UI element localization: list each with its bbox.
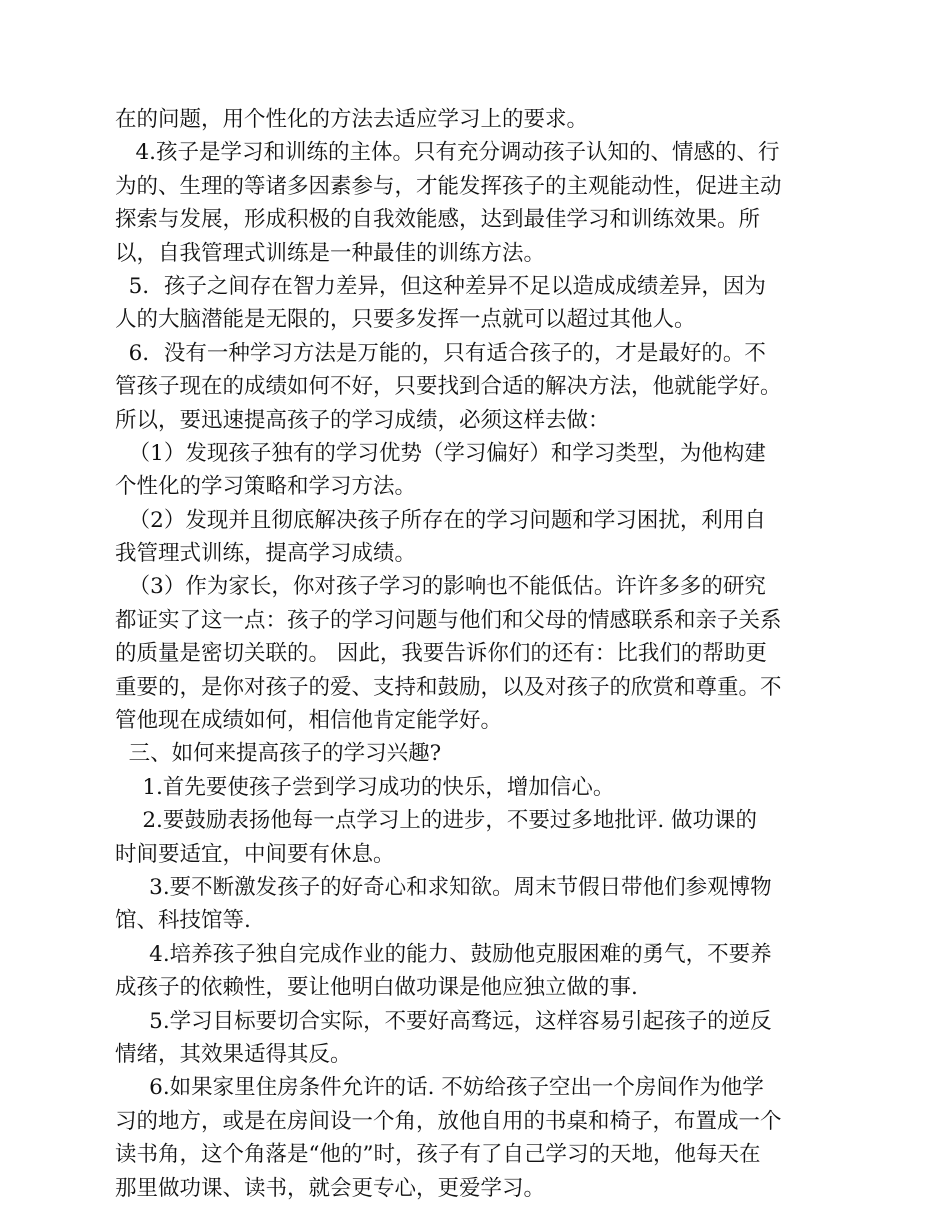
text-line: 5．孩子之间存在智力差异，但这种差异不足以造成成绩差异，因为	[115, 273, 766, 299]
text-line: 以，自我管理式训练是一种最佳的训练方法。	[115, 240, 546, 266]
text-line: 成孩子的依赖性，要让他明白做功课是他应独立做的事.	[115, 975, 638, 1001]
document-body	[115, 103, 835, 1205]
text-line: 1.首先要使孩子尝到学习成功的快乐，增加信心。	[115, 774, 615, 800]
text-line: 个性化的学习策略和学习方法。	[115, 474, 417, 500]
text-line: 4.培养孩子独自完成作业的能力、鼓励他克服困难的勇气，不要养	[115, 941, 772, 967]
text-line: 读书角，这个角落是“他的”时，孩子有了自己学习的天地，他每天在	[115, 1142, 761, 1168]
text-line: 重要的，是你对孩子的爱、支持和鼓励，以及对孩子的欣赏和尊重。不	[115, 674, 782, 700]
text-line: （3）作为家长，你对孩子学习的影响也不能低估。许许多多的研究	[115, 574, 766, 600]
text-line: 探索与发展，形成积极的自我效能感，达到最佳学习和训练效果。所	[115, 207, 761, 233]
text-line: 我管理式训练，提高学习成绩。	[115, 541, 417, 567]
text-line: 习的地方，或是在房间设一个角，放他自用的书桌和椅子，布置成一个	[115, 1108, 782, 1134]
text-line: 那里做功课、读书，就会更专心，更爱学习。	[115, 1175, 546, 1201]
text-line: 管他现在成绩如何，相信他肯定能学好。	[115, 708, 503, 734]
text-line: 5.学习目标要切合实际，不要好高骛远，这样容易引起孩子的逆反	[115, 1008, 772, 1034]
text-line: 都证实了这一点：孩子的学习问题与他们和父母的情感联系和亲子关系	[115, 607, 782, 633]
text-line: 为的、生理的等诸多因素参与，才能发挥孩子的主观能动性，促进主动	[115, 173, 782, 199]
text-line: 管孩子现在的成绩如何不好，只要找到合适的解决方法，他就能学好。	[115, 374, 782, 400]
text-line: （1）发现孩子独有的学习优势（学习偏好）和学习类型，为他构建	[115, 440, 766, 466]
text-line: 4.孩子是学习和训练的主体。只有充分调动孩子认知的、情感的、行	[115, 140, 780, 166]
text-line: 6.如果家里住房条件允许的话. 不妨给孩子空出一个房间作为他学	[115, 1075, 764, 1101]
text-line: 馆、科技馆等.	[115, 908, 251, 934]
text-line: 2.要鼓励表扬他每一点学习上的进步，不要过多地批评. 做功课的	[115, 808, 758, 834]
text-line: 情绪，其效果适得其反。	[115, 1041, 352, 1067]
text-line: 3.要不断激发孩子的好奇心和求知欲。周末节假日带他们参观博物	[115, 874, 772, 900]
text-line: （2）发现并且彻底解决孩子所存在的学习问题和学习困扰，利用自	[115, 507, 766, 533]
text-line: 的质量是密切关联的。 因此，我要告诉你们的还有：比我们的帮助更	[115, 641, 767, 667]
section-heading: 三、如何来提高孩子的学习兴趣?	[115, 741, 442, 767]
text-line: 时间要适宜，中间要有休息。	[115, 841, 395, 867]
text-line: 6．没有一种学习方法是万能的，只有适合孩子的，才是最好的。不	[115, 340, 766, 366]
text-line: 人的大脑潜能是无限的，只要多发挥一点就可以超过其他人。	[115, 307, 696, 333]
text-line: 在的问题，用个性化的方法去适应学习上的要求。	[115, 107, 589, 132]
text-line: 所以，要迅速提高孩子的学习成绩，必须这样去做：	[115, 407, 610, 433]
